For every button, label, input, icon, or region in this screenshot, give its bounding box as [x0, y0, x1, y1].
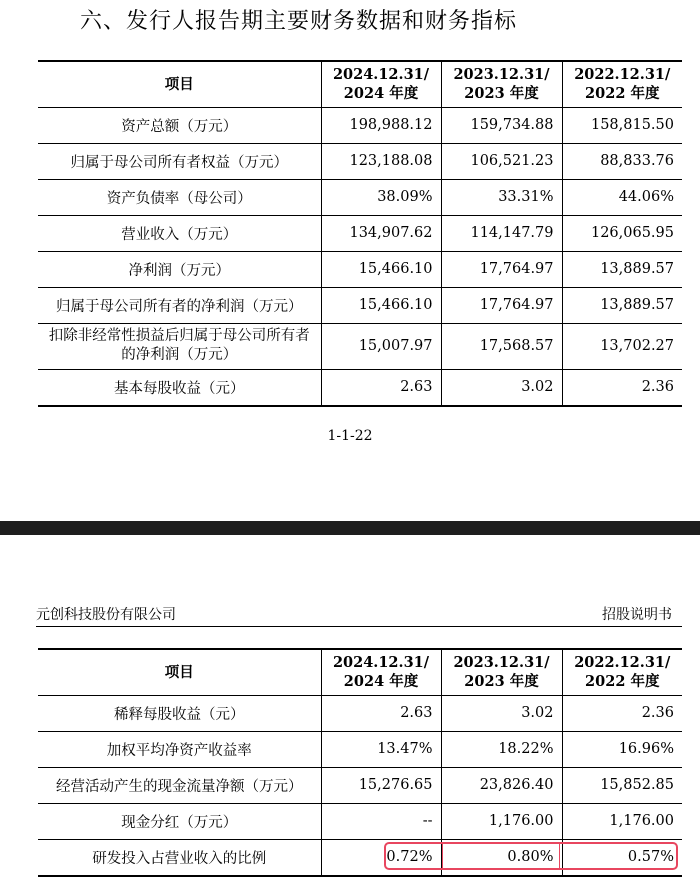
- table-header-row: [38, 649, 682, 695]
- value-2023: 17,764.97: [441, 287, 562, 323]
- document-type: 招股说明书: [602, 607, 672, 623]
- company-name: 元创科技股份有限公司: [36, 607, 176, 623]
- value-2023: 33.31%: [441, 179, 562, 215]
- value-2022: 88,833.76: [562, 143, 682, 179]
- header-item: 项目: [38, 61, 321, 107]
- header-2022: 2022.12.31/ 2022 年度: [562, 649, 682, 695]
- header-item: 项目: [38, 649, 321, 695]
- row-label: 加权平均净资产收益率: [38, 731, 321, 767]
- value-2024: 123,188.08: [321, 143, 441, 179]
- table-row: [38, 731, 682, 767]
- row-label: 营业收入（万元）: [38, 215, 321, 251]
- page-divider: [0, 521, 700, 535]
- value-2023: 1,176.00: [441, 803, 562, 839]
- table-row: [38, 695, 682, 731]
- page-number: 1-1-22: [327, 428, 373, 444]
- table-row: [38, 369, 682, 406]
- row-label: 归属于母公司所有者的净利润（万元）: [38, 287, 321, 323]
- row-label: 资产负债率（母公司）: [38, 179, 321, 215]
- table-row: [38, 803, 682, 839]
- value-2022: 44.06%: [562, 179, 682, 215]
- value-2023: 159,734.88: [441, 107, 562, 143]
- value-2024: 0.72%: [321, 839, 441, 876]
- row-label: 研发投入占营业收入的比例: [38, 839, 321, 876]
- header-rule: [36, 626, 682, 627]
- header-2023: 2023.12.31/ 2023 年度: [441, 61, 562, 107]
- highlight-separator: [442, 842, 443, 870]
- value-2023: 114,147.79: [441, 215, 562, 251]
- value-2022: 158,815.50: [562, 107, 682, 143]
- value-2023: 3.02: [441, 369, 562, 406]
- table-header-row: [38, 61, 682, 107]
- table-row: [38, 107, 682, 143]
- value-2024: 198,988.12: [321, 107, 441, 143]
- value-2024: 13.47%: [321, 731, 441, 767]
- value-2022: 2.36: [562, 369, 682, 406]
- section-heading: 六、发行人报告期主要财务数据和财务指标: [80, 9, 518, 34]
- value-2022: 0.57%: [562, 839, 682, 876]
- value-2022: 16.96%: [562, 731, 682, 767]
- value-2022: 126,065.95: [562, 215, 682, 251]
- value-2024: 15,466.10: [321, 251, 441, 287]
- value-2024: 38.09%: [321, 179, 441, 215]
- table-row: [38, 215, 682, 251]
- value-2024: 15,007.97: [321, 323, 441, 369]
- value-2022: 15,852.85: [562, 767, 682, 803]
- table-row: [38, 251, 682, 287]
- value-2024: 2.63: [321, 369, 441, 406]
- table-row: [38, 323, 682, 369]
- row-label: 稀释每股收益（元）: [38, 695, 321, 731]
- highlight-separator: [559, 842, 560, 870]
- value-2024: 134,907.62: [321, 215, 441, 251]
- table-row: [38, 179, 682, 215]
- value-2023: 106,521.23: [441, 143, 562, 179]
- financial-table-part1: [38, 60, 682, 407]
- value-2022: 13,889.57: [562, 251, 682, 287]
- value-2022: 13,889.57: [562, 287, 682, 323]
- highlight-box: [384, 842, 678, 870]
- row-label: 归属于母公司所有者权益（万元）: [38, 143, 321, 179]
- value-2023: 23,826.40: [441, 767, 562, 803]
- value-2023: 0.80%: [441, 839, 562, 876]
- header-2024: 2024.12.31/ 2024 年度: [321, 61, 441, 107]
- header-2024: 2024.12.31/ 2024 年度: [321, 649, 441, 695]
- table-row: [38, 767, 682, 803]
- value-2024: 15,466.10: [321, 287, 441, 323]
- table-row: [38, 287, 682, 323]
- value-2023: 18.22%: [441, 731, 562, 767]
- value-2022: 2.36: [562, 695, 682, 731]
- table-row: [38, 143, 682, 179]
- row-label: 净利润（万元）: [38, 251, 321, 287]
- row-label: 扣除非经常性损益后归属于母公司所有者的净利润（万元）: [38, 323, 321, 369]
- value-2024: --: [321, 803, 441, 839]
- value-2024: 15,276.65: [321, 767, 441, 803]
- header-2022: 2022.12.31/ 2022 年度: [562, 61, 682, 107]
- value-2024: 2.63: [321, 695, 441, 731]
- value-2023: 3.02: [441, 695, 562, 731]
- value-2022: 13,702.27: [562, 323, 682, 369]
- value-2023: 17,764.97: [441, 251, 562, 287]
- header-2023: 2023.12.31/ 2023 年度: [441, 649, 562, 695]
- row-label: 现金分红（万元）: [38, 803, 321, 839]
- value-2023: 17,568.57: [441, 323, 562, 369]
- row-label: 基本每股收益（元）: [38, 369, 321, 406]
- value-2022: 1,176.00: [562, 803, 682, 839]
- row-label: 资产总额（万元）: [38, 107, 321, 143]
- row-label: 经营活动产生的现金流量净额（万元）: [38, 767, 321, 803]
